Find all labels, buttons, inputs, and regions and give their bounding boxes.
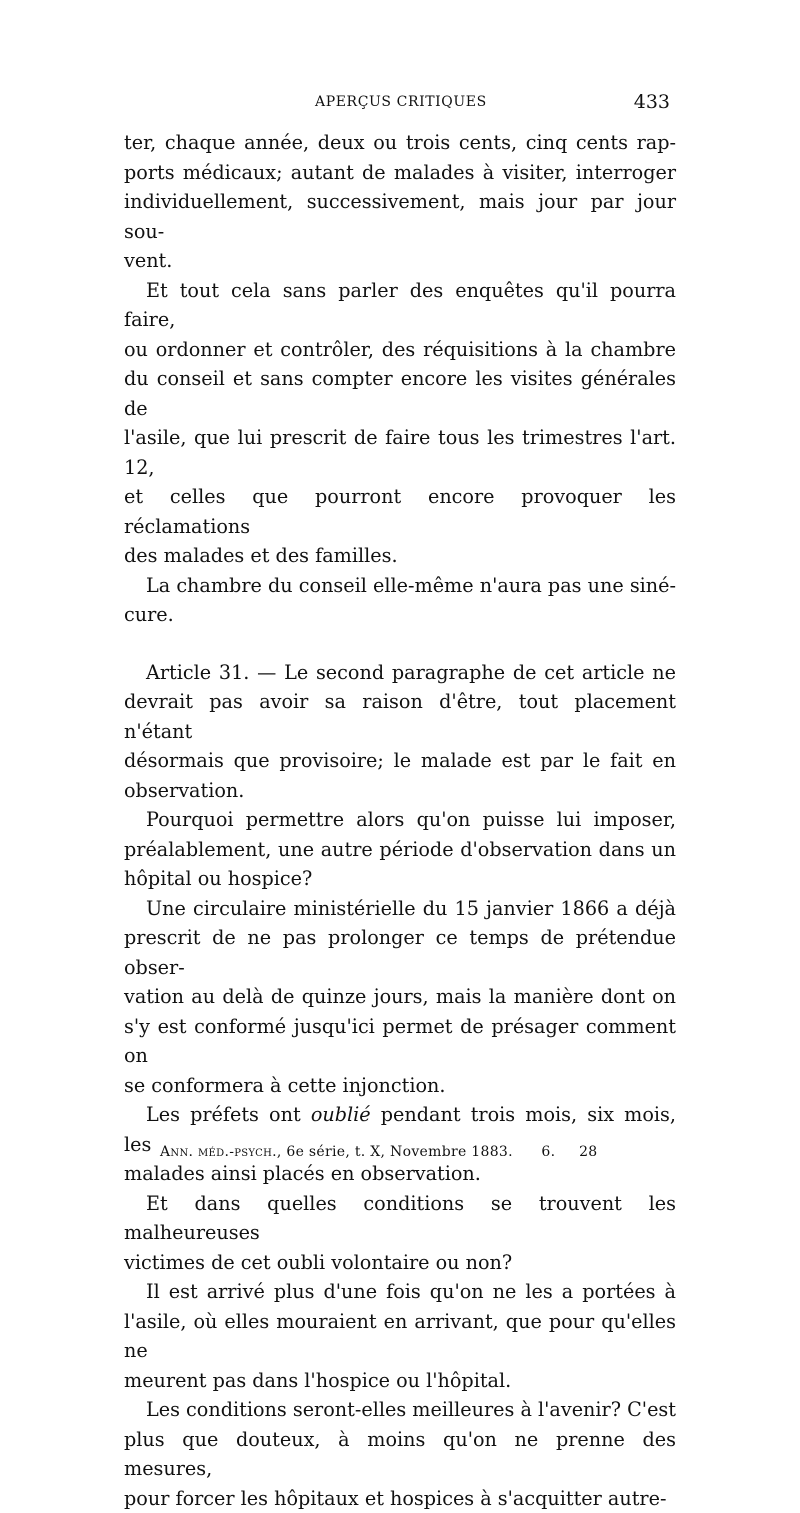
text-line: Article 31. — Le second paragraphe de cet article ne	[124, 658, 676, 688]
text-line: des malades et des familles.	[124, 541, 676, 571]
text-line: individuellement, successivement, mais jour par jour sou-	[124, 187, 676, 246]
text-line: Et tout cela sans parler des enquêtes qu'il pourra faire,	[124, 276, 676, 335]
text-line: s'y est conformé jusqu'ici permet de présager comment on	[124, 1012, 676, 1071]
text-line: meurent pas dans l'hospice ou l'hôpital.	[124, 1366, 676, 1396]
text-line: se conformera à cette injonction.	[124, 1071, 676, 1101]
text-line: vation au delà de quinze jours, mais la manière dont on	[124, 982, 676, 1012]
text-line: préalablement, une autre période d'observation dans un	[124, 835, 676, 865]
page-body	[124, 128, 676, 1513]
emphasis: oublié	[311, 1103, 371, 1126]
text-line: plus que douteux, à moins qu'on ne prenne des mesures,	[124, 1425, 676, 1484]
text-line: désormais que provisoire; le malade est par le fait en	[124, 746, 676, 776]
text-line: Une circulaire ministérielle du 15 janvier 1866 a déjà	[124, 894, 676, 924]
text-line: Il est arrivé plus d'une fois qu'on ne les a portées à	[124, 1277, 676, 1307]
text-line: Les préfets ont oublié pendant trois mois, six mois, les	[124, 1100, 676, 1159]
text-line: devrait pas avoir sa raison d'être, tout placement n'étant	[124, 687, 676, 746]
text-line: Les conditions seront-elles meilleures à l'avenir? C'est	[124, 1395, 676, 1425]
text-line: observation.	[124, 776, 676, 806]
text-line: Pourquoi permettre alors qu'on puisse lui imposer,	[124, 805, 676, 835]
text-line: La chambre du conseil elle-même n'aura pas une siné-	[124, 571, 676, 601]
text-line: l'asile, où elles mouraient en arrivant, que pour qu'elles ne	[124, 1307, 676, 1366]
section-gap	[124, 630, 676, 658]
text-line: Et dans quelles conditions se trouvent les malheureuses	[124, 1189, 676, 1248]
journal-abbreviation: Ann. méd.-psych.,	[160, 1144, 282, 1160]
text-line: vent.	[124, 246, 676, 276]
text-line: ports médicaux; autant de malades à visiter, interroger	[124, 158, 676, 188]
text-line: prescrit de ne pas prolonger ce temps de prétendue obser-	[124, 923, 676, 982]
text-line: hôpital ou hospice?	[124, 864, 676, 894]
text-line: du conseil et sans compter encore les visites générales de	[124, 364, 676, 423]
page-number: 433	[634, 91, 670, 113]
text-line: malades ainsi placés en observation.	[124, 1159, 676, 1189]
page-footer	[160, 1144, 598, 1160]
text-line: ou ordonner et contrôler, des réquisitions à la chambre	[124, 335, 676, 365]
text-line: et celles que pourront encore provoquer les réclamations	[124, 482, 676, 541]
running-header	[120, 94, 676, 118]
text-line: pour forcer les hôpitaux et hospices à s'acquitter autre-	[124, 1484, 676, 1513]
text-line: cure.	[124, 600, 676, 630]
text-line: victimes de cet oubli volontaire ou non?	[124, 1248, 676, 1278]
text-line: l'asile, que lui prescrit de faire tous les trimestres l'art. 12,	[124, 423, 676, 482]
text-line: ter, chaque année, deux ou trois cents, cinq cents rap-	[124, 128, 676, 158]
running-title: APERÇUS CRITIQUES	[315, 94, 487, 110]
footer-details: 6e série, t. X, Novembre 1883. 6. 28	[282, 1144, 598, 1160]
